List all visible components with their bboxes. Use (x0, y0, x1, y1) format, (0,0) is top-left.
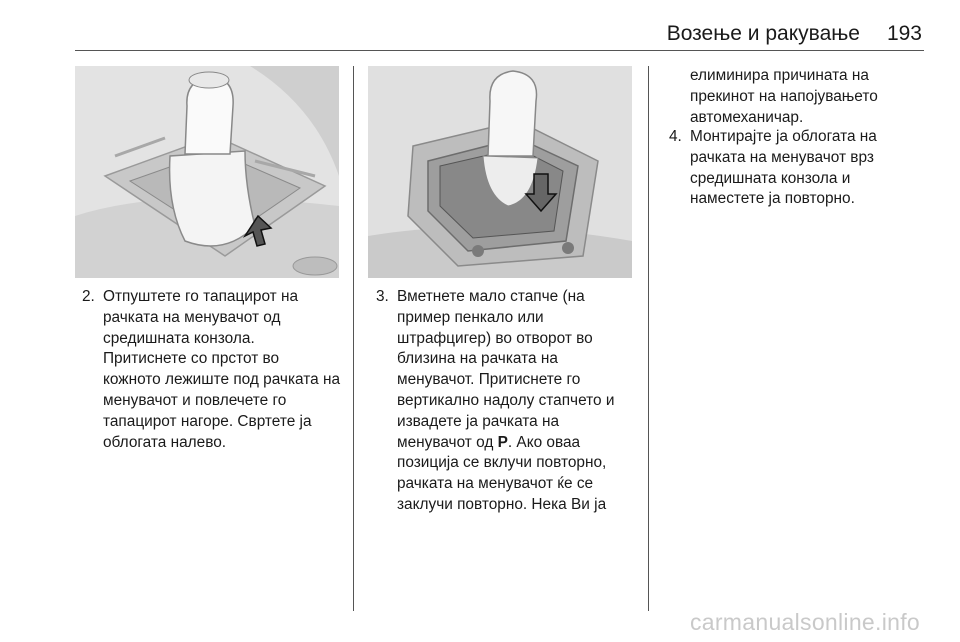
watermark: carmanualsonline.info (689, 609, 920, 635)
step-2-text: Отпуштете го тапацирот на рачката на менувачот од средишната конзола. Притиснете со прстот во кожното лежиште под рачката на менувачот и повлечете го тапацирот нагоре. Свртете ја облогата налево. (103, 288, 341, 451)
gear-position-p: P (497, 433, 508, 451)
gear-release-illustration (368, 66, 632, 278)
step-3-text-before: Вметнете мало стапче (на пример пенкало или штрафцигер) во отворот во близина на рачката на менувачот. Притиснете го вертикално надолу стапчето и извадете ја рачката на менувачот од (397, 288, 615, 451)
figure-gear-trim-lift (75, 66, 339, 278)
step-2 (82, 287, 340, 453)
step-3-continuation-text: елиминира причината на прекинот на напојувањето автомеханичар. (690, 67, 878, 126)
step-4-number: 4. (669, 128, 682, 145)
step-3-number: 3. (376, 288, 389, 305)
header-title: Возење и ракување (666, 22, 860, 45)
step-3-text-after: . Ако оваа позиција се вклучи повторно, рачката на менувачот ќе се заклучи повторно. Нека Ви ја (397, 433, 607, 513)
step-4-text: Монтирајте ја облогата на рачката на менувачот врз средишната конзола и наместете ја повторно. (690, 128, 877, 208)
step-2-number: 2. (82, 288, 95, 305)
step-4 (669, 127, 901, 210)
header-rule (75, 50, 924, 51)
step-3-text (397, 287, 634, 516)
page-number: 193 (886, 22, 922, 45)
step-3 (376, 287, 634, 516)
figure-gear-release-tool (368, 66, 632, 278)
column-divider-2 (648, 66, 649, 611)
column-divider-1 (353, 66, 354, 611)
gear-trim-illustration (75, 66, 339, 278)
step-3-continuation (669, 66, 901, 128)
